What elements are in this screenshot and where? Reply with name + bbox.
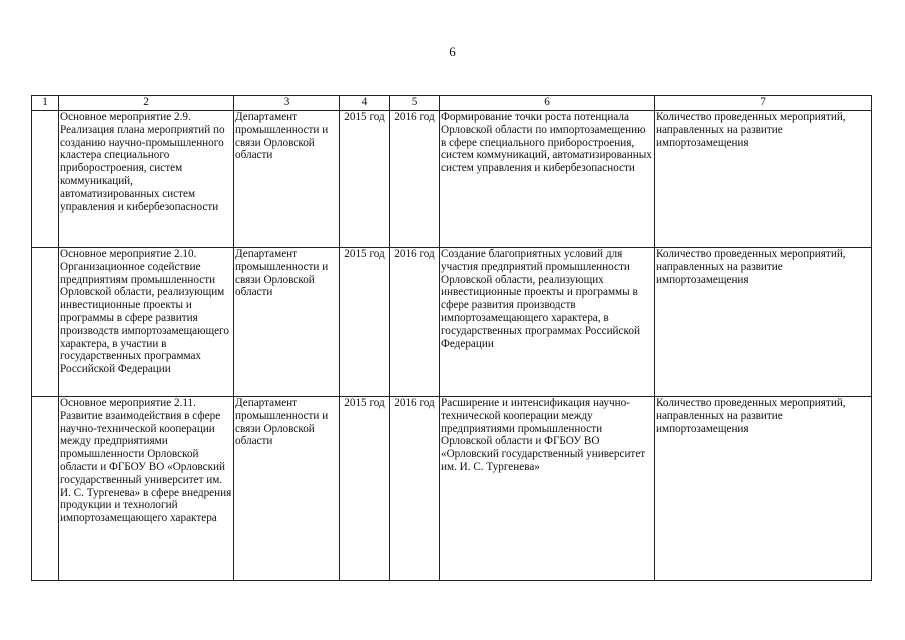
activity-cell: Основное мероприятие 2.10. Организационное содействие предприятиям промышленности Орловской области, реализующим инвестиционные проекты и программы в сфере развития производств импортозамещающего характера, в участии в государственных программах Российской Федерации xyxy=(59,248,234,397)
header-cell-6: 6 xyxy=(440,96,655,111)
end-year-cell: 2016 год xyxy=(390,397,440,581)
table-row xyxy=(32,111,872,248)
table-row xyxy=(32,248,872,397)
expected-result-cell: Расширение и интенсификация научно-технической кооперации между предприятиями промышленности Орловской области и ФГБОУ ВО «Орловский государственный университет им. И. С. Тургенева» xyxy=(440,397,655,581)
executor-cell: Департамент промышленности и связи Орловской области xyxy=(234,397,340,581)
header-cell-5: 5 xyxy=(390,96,440,111)
end-year-cell: 2016 год xyxy=(390,111,440,248)
row-number-cell xyxy=(32,248,59,397)
executor-cell: Департамент промышленности и связи Орловской области xyxy=(234,111,340,248)
expected-result-cell: Формирование точки роста потенциала Орловской области по импортозамещению в сфере специального приборостроения, систем коммуникаций, автоматизированных систем управления и кибербезопасности xyxy=(440,111,655,248)
start-year-cell: 2015 год xyxy=(340,248,390,397)
header-cell-7: 7 xyxy=(655,96,872,111)
start-year-cell: 2015 год xyxy=(340,111,390,248)
expected-result-cell: Создание благоприятных условий для участия предприятий промышленности Орловской области, реализующих инвестиционные проекты и программы в сфере развития производств импортозамещающего характера, в государственных программах Российской Федерации xyxy=(440,248,655,397)
executor-cell: Департамент промышленности и связи Орловской области xyxy=(234,248,340,397)
header-cell-2: 2 xyxy=(59,96,234,111)
header-cell-3: 3 xyxy=(234,96,340,111)
indicator-cell: Количество проведенных мероприятий, направленных на развитие импортозамещения xyxy=(655,248,872,397)
indicator-cell: Количество проведенных мероприятий, направленных на развитие импортозамещения xyxy=(655,111,872,248)
activity-cell: Основное мероприятие 2.9. Реализация плана мероприятий по созданию научно-промышленного кластера специального приборостроения, систем коммуникаций, автоматизированных систем управления и кибербезопасности xyxy=(59,111,234,248)
program-activities-table xyxy=(31,95,872,581)
end-year-cell: 2016 год xyxy=(390,248,440,397)
row-number-cell xyxy=(32,397,59,581)
table-row xyxy=(32,397,872,581)
start-year-cell: 2015 год xyxy=(340,397,390,581)
header-cell-1: 1 xyxy=(32,96,59,111)
indicator-cell: Количество проведенных мероприятий, направленных на развитие импортозамещения xyxy=(655,397,872,581)
table-header-row xyxy=(32,96,872,111)
activity-cell: Основное мероприятие 2.11. Развитие взаимодействия в сфере научно-технической кооперации между предприятиями промышленности Орловской области и ФГБОУ ВО «Орловский государственный университет им. И. С. Тургенева» в сфере внедрения продукции и технологий импортозамещающего характера xyxy=(59,397,234,581)
page-number: 6 xyxy=(449,44,456,59)
row-number-cell xyxy=(32,111,59,248)
header-cell-4: 4 xyxy=(340,96,390,111)
